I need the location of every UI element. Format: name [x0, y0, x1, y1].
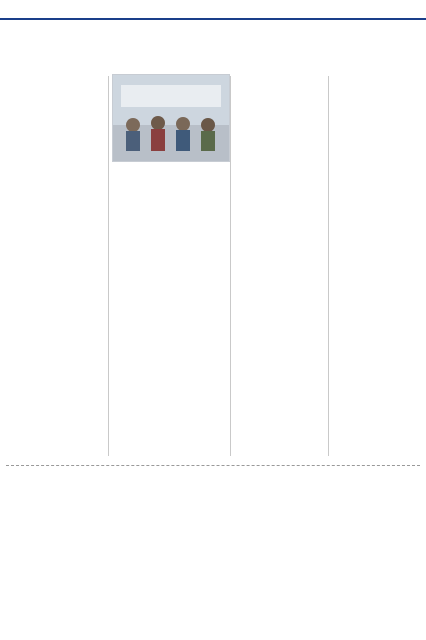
photo-illustration	[113, 75, 229, 161]
column-divider	[108, 76, 109, 456]
header-rule	[0, 18, 426, 20]
column-divider	[230, 76, 231, 456]
article-photo	[112, 74, 230, 162]
section-separator	[6, 465, 420, 466]
column-divider	[328, 76, 329, 456]
